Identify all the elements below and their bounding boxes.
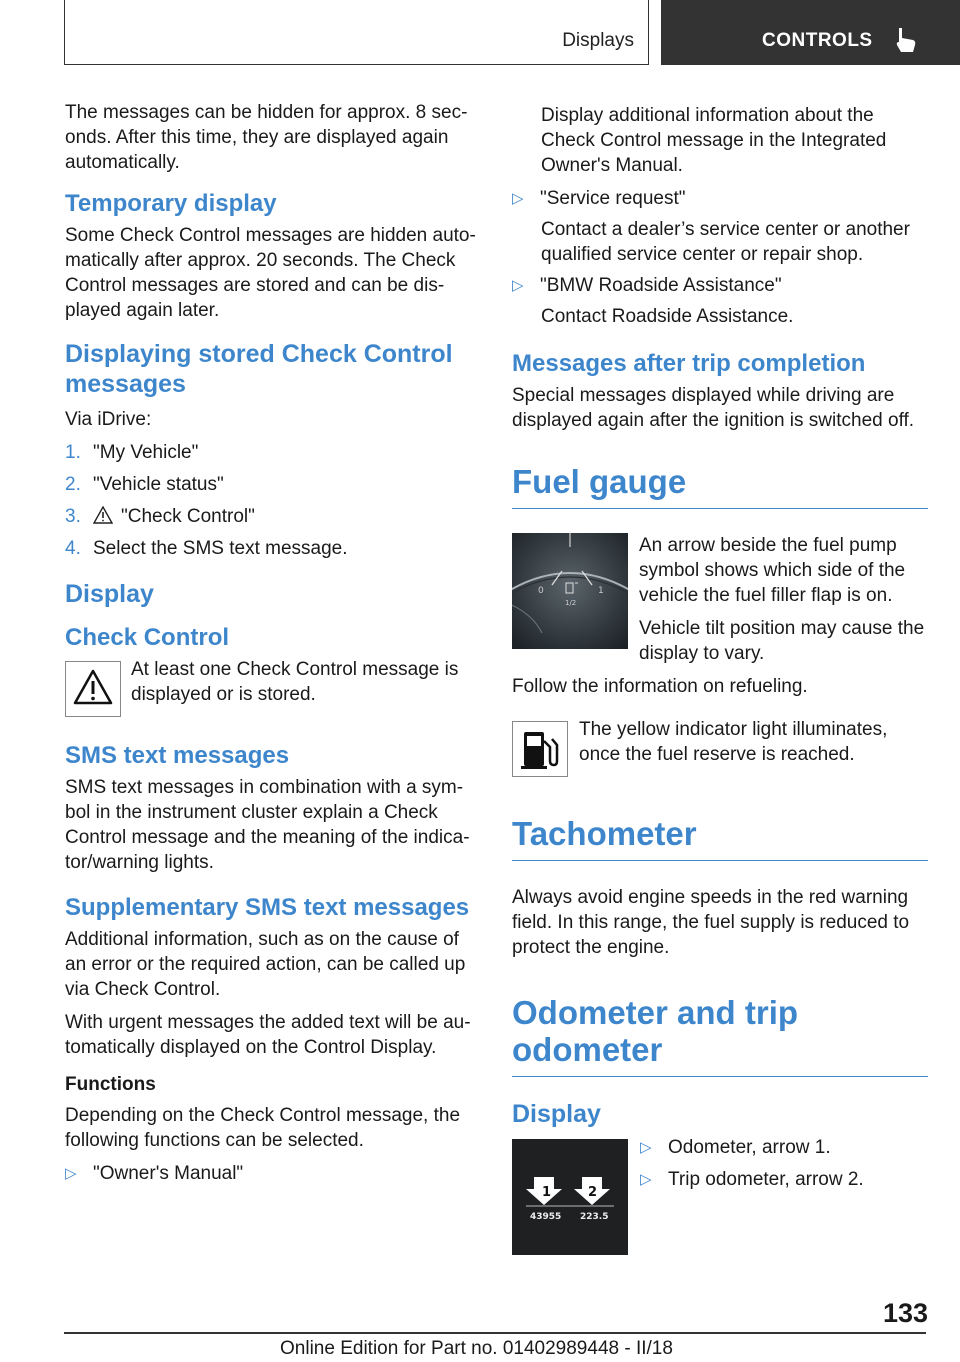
list-item: 1. "My Vehicle"	[65, 442, 199, 463]
bullet-triangle-icon: ▷	[640, 1139, 652, 1156]
odometer-value: 43955	[530, 1212, 562, 1222]
list-item: 4. Select the SMS text message.	[65, 538, 348, 559]
list-item: ▷ Odometer, arrow 1.	[640, 1137, 831, 1158]
header-section-label: Displays	[562, 30, 634, 51]
tachometer-paragraph: Always avoid engine speeds in the red warning field. In this range, the fuel supply is reduced to protect the engine.	[512, 887, 910, 958]
fuel-gauge-text-1: An arrow beside the fuel pump symbol shows which side of the vehicle the fuel filler flap is on.	[639, 535, 906, 606]
functions-paragraph: Depending on the Check Control message, the following functions can be selected.	[65, 1105, 461, 1151]
bullet-triangle-icon: ▷	[640, 1171, 652, 1188]
list-item: ▷ "Owner's Manual"	[65, 1163, 244, 1184]
gauge-half-label: 1/2	[565, 599, 577, 607]
heading-trip-completion: Messages after trip completion	[512, 350, 866, 377]
odometer-image	[512, 1139, 628, 1255]
odometer-arrow-2-label: 2	[588, 1185, 598, 1200]
fuel-gauge-text-2: Vehicle tilt position may cause the display to vary.	[639, 618, 925, 664]
fuel-pump-icon	[512, 721, 568, 777]
check-control-row	[65, 657, 480, 717]
heading-supplementary-sms: Supplementary SMS text messages	[65, 894, 470, 921]
list-item: 2. "Vehicle status"	[65, 474, 224, 495]
list-item: ▷ Trip odometer, arrow 2.	[640, 1169, 864, 1190]
warning-triangle-icon	[93, 506, 113, 524]
bullet-triangle-icon: ▷	[65, 1165, 77, 1182]
list-item: ▷ "BMW Roadside Assistance" Contact Roadside Assistance.	[512, 275, 794, 327]
footer-divider	[64, 1332, 926, 1334]
heading-stored-messages: Displaying stored Check Control messages	[65, 340, 453, 398]
page-number: 133	[882, 1298, 928, 1328]
check-control-warning-icon	[65, 661, 121, 717]
heading-display: Display	[65, 580, 154, 608]
owners-manual-description: Display additional information about the Check Control message in the Integrated Owner's Manual.	[541, 105, 887, 176]
supplementary-paragraph-2: With urgent messages the added text will be au-tomatically displayed on the Control Display.	[65, 1012, 471, 1058]
fuel-reserve-row	[512, 717, 928, 777]
odometer-arrow-1-label: 1	[542, 1185, 552, 1200]
functions-list	[65, 1161, 480, 1186]
heading-odometer-display: Display	[512, 1100, 601, 1128]
left-column	[65, 100, 480, 1193]
bullet-triangle-icon: ▷	[512, 277, 524, 294]
gauge-empty-label: 0	[538, 586, 544, 596]
fuel-gauge-image	[512, 533, 628, 649]
header-section-tab	[64, 0, 649, 65]
temporary-display-paragraph: Some Check Control messages are hidden auto-matically after approx. 20 seconds. The Check Control messages are stored and can be dis-played again later.	[65, 225, 476, 321]
sms-paragraph: SMS text messages in combination with a sym-bol in the instrument cluster explain a Check Control message and the meaning of the indica-tor/warning lights.	[65, 777, 470, 873]
supplementary-paragraph-1: Additional information, such as on the cause of an error or the required action, can be called up via Check Control.	[65, 929, 466, 1000]
gauge-full-label: 1	[598, 586, 604, 596]
heading-sms-messages: SMS text messages	[65, 742, 290, 769]
functions-list-continued	[512, 186, 928, 329]
header-chapter-label: CONTROLS	[762, 30, 873, 51]
trip-odometer-value: 223.5	[580, 1212, 609, 1222]
heading-temporary-display: Temporary display	[65, 190, 277, 217]
odometer-row	[512, 1139, 928, 1255]
footer-edition-text: Online Edition for Part no. 01402989448 - II/18	[280, 1338, 673, 1359]
trip-completion-paragraph: Special messages displayed while driving are displayed again after the ignition is switched off.	[512, 385, 915, 431]
bullet-triangle-icon: ▷	[512, 190, 524, 207]
odometer-list	[640, 1135, 864, 1255]
list-item: 3. "Check Control"	[65, 506, 255, 527]
heading-fuel-gauge: Fuel gauge	[512, 463, 928, 509]
heading-tachometer: Tachometer	[512, 815, 928, 861]
fuel-gauge-row	[512, 533, 928, 666]
fuel-reserve-text: The yellow indicator light illuminates, once the fuel reserve is reached.	[579, 719, 888, 765]
list-item: ▷ "Service request" Contact a dealer’s service center or another qualified service center or repair shop.	[512, 188, 910, 265]
heading-odometer: Odometer and trip odometer	[512, 994, 928, 1077]
intro-paragraph: The messages can be hidden for approx. 8 sec-onds. After this time, they are displayed again automatically.	[65, 102, 468, 173]
via-idrive-text: Via iDrive:	[65, 409, 152, 430]
check-control-text: At least one Check Control message is displayed or is stored.	[131, 659, 459, 705]
refuel-paragraph: Follow the information on refueling.	[512, 676, 808, 697]
idrive-steps-list	[65, 440, 480, 561]
heading-functions: Functions	[65, 1074, 156, 1095]
right-column	[512, 103, 928, 1263]
pointing-hand-icon	[893, 26, 919, 54]
heading-check-control: Check Control	[65, 624, 230, 651]
